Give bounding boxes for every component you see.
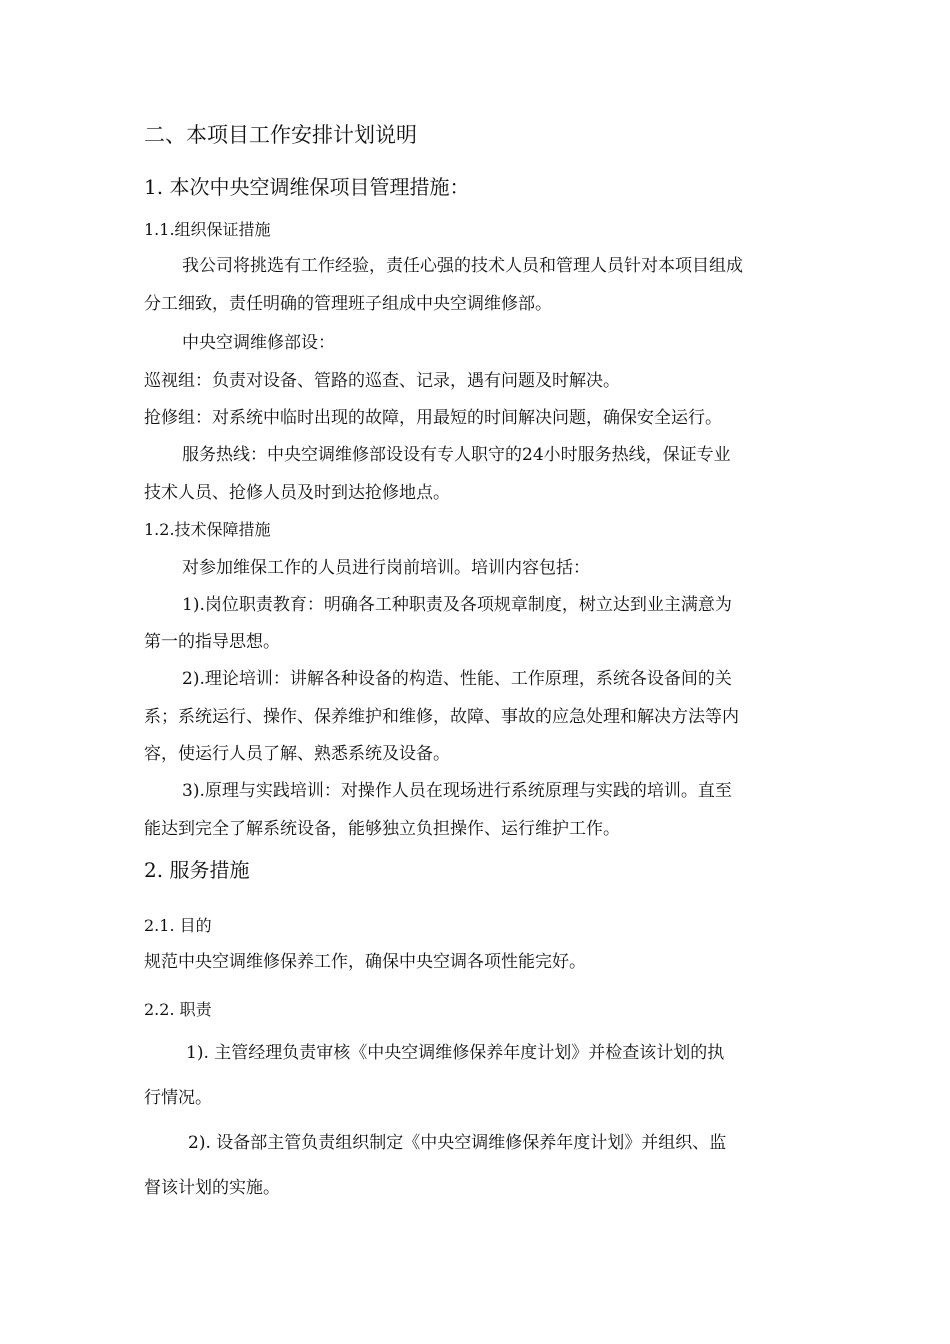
list-item-line: 2). 设备部主管负责组织制定《中央空调维修保养年度计划》并组织、监 <box>188 1133 727 1153</box>
list-item-line: 1).岗位职责教育：明确各工种职责及各项规章制度，树立达到业主满意为 <box>182 595 732 615</box>
paragraph-line: 巡视组：负责对设备、管路的巡查、记录，遇有问题及时解决。 <box>144 371 620 391</box>
list-item-line: 系；系统运行、操作、保养维护和维修，故障、事故的应急处理和解决方法等内 <box>144 707 739 727</box>
paragraph-line: 分工细致，责任明确的管理班子组成中央空调维修部。 <box>144 294 552 314</box>
list-item-line: 督该计划的实施。 <box>144 1178 280 1198</box>
paragraph-line: 对参加维保工作的人员进行岗前培训。培训内容包括： <box>182 558 590 578</box>
paragraph-line: 服务热线：中央空调维修部设设有专人职守的24小时服务热线，保证专业 <box>182 445 731 465</box>
list-item-line: 1). 主管经理负责审核《中央空调维修保养年度计划》并检查该计划的执 <box>186 1043 725 1063</box>
list-item-line: 第一的指导思想。 <box>144 632 280 652</box>
section-1-1-heading: 1.1.组织保证措施 <box>144 220 271 239</box>
paragraph-line: 我公司将挑选有工作经验，责任心强的技术人员和管理人员针对本项目组成 <box>182 256 743 276</box>
list-item-line: 3).原理与实践培训：对操作人员在现场进行系统原理与实践的培训。直至 <box>182 781 732 801</box>
list-item-line: 2).理论培训：讲解各种设备的构造、性能、工作原理，系统各设备间的关 <box>182 669 732 689</box>
paragraph-line: 技术人员、抢修人员及时到达抢修地点。 <box>144 483 450 503</box>
list-item-line: 能达到完全了解系统设备，能够独立负担操作、运行维护工作。 <box>144 819 620 839</box>
section-1-2-heading: 1.2.技术保障措施 <box>144 520 271 539</box>
list-item-line: 容，使运行人员了解、熟悉系统及设备。 <box>144 744 450 764</box>
section-2-2-heading: 2.2. 职责 <box>144 1000 212 1019</box>
document-title: 二、本项目工作安排计划说明 <box>144 123 417 147</box>
paragraph-line: 规范中央空调维修保养工作，确保中央空调各项性能完好。 <box>144 952 586 972</box>
list-item-line: 行情况。 <box>144 1088 212 1108</box>
section-2-1-heading: 2.1. 目的 <box>144 916 212 935</box>
section-1-heading: 1. 本次中央空调维保项目管理措施： <box>144 175 470 199</box>
paragraph-line: 中央空调维修部设： <box>182 333 335 353</box>
paragraph-line: 抢修组：对系统中临时出现的故障，用最短的时间解决问题，确保安全运行。 <box>144 408 722 428</box>
section-2-heading: 2. 服务措施 <box>144 858 250 882</box>
